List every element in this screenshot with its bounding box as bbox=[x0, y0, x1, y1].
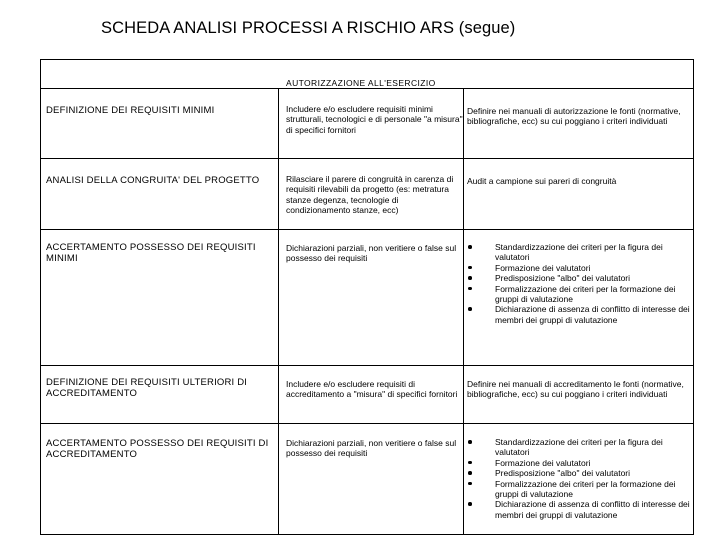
list-item: Formalizzazione dei criteri per la formazione dei gruppi di valutazione bbox=[467, 284, 691, 305]
list-item: Dichiarazione di assenza di conflitto di interesse dei membri dei gruppi di valutazione bbox=[467, 499, 691, 520]
list-item: Formazione dei valutatori bbox=[467, 263, 691, 273]
process-cell: ANALISI DELLA CONGRUITA' DEL PROGETTO bbox=[46, 175, 260, 186]
row-divider bbox=[41, 229, 693, 230]
row-divider bbox=[41, 158, 693, 159]
measures-cell bbox=[467, 437, 691, 520]
risk-cell: Dichiarazioni parziali, non veritiere o false sul possesso dei requisiti bbox=[286, 438, 457, 459]
risk-cell: Rilasciare il parere di congruità in carenza di requisiti rilevabili da progetto (es: metratura stanze degenza, tecnologie di condizionamento stanze, ecc) bbox=[286, 174, 454, 216]
list-item: Standardizzazione dei criteri per la figura dei valutatori bbox=[467, 437, 691, 458]
process-cell: DEFINIZIONE DEI REQUISITI MINIMI bbox=[46, 105, 215, 116]
risk-analysis-table bbox=[40, 59, 694, 535]
process-cell: ACCERTAMENTO POSSESSO DEI REQUISITI MINIMI bbox=[46, 242, 256, 265]
column-divider bbox=[278, 89, 279, 535]
measures-cell: Audit a campione sui pareri di congruità bbox=[467, 176, 617, 186]
measures-list bbox=[467, 437, 691, 520]
column-divider bbox=[463, 89, 464, 535]
table-header-label: AUTORIZZAZIONE ALL'ESERCIZIO bbox=[286, 78, 436, 88]
risk-cell: Dichiarazioni parziali, non veritiere o false sul possesso dei requisiti bbox=[286, 243, 457, 264]
list-item: Standardizzazione dei criteri per la figura dei valutatori bbox=[467, 242, 691, 263]
row-divider bbox=[41, 423, 693, 424]
page-title: SCHEDA ANALISI PROCESSI A RISCHIO ARS (segue) bbox=[101, 19, 516, 37]
measures-cell bbox=[467, 242, 691, 325]
process-cell: DEFINIZIONE DEI REQUISITI ULTERIORI DI ACCREDITAMENTO bbox=[46, 377, 248, 400]
row-divider bbox=[41, 365, 693, 366]
table-header bbox=[41, 60, 693, 89]
list-item: Formazione dei valutatori bbox=[467, 458, 691, 468]
process-cell: ACCERTAMENTO POSSESSO DEI REQUISITI DI ACCREDITAMENTO bbox=[46, 438, 269, 461]
measures-list bbox=[467, 242, 691, 325]
list-item: Predisposizione "albo" dei valutatori bbox=[467, 468, 691, 478]
risk-cell: Includere e/o escludere requisiti di accreditamento a "misura" di specifici fornitori bbox=[286, 379, 458, 400]
list-item: Formalizzazione dei criteri per la formazione dei gruppi di valutazione bbox=[467, 479, 691, 500]
measures-cell: Definire nei manuali di accreditamento le fonti (normative, bibliografiche, ecc) su cui poggiano i criteri individuati bbox=[467, 379, 684, 400]
list-item: Dichiarazione di assenza di conflitto di interesse dei membri dei gruppi di valutazione bbox=[467, 304, 691, 325]
risk-cell: Includere e/o escludere requisiti minimi strutturali, tecnologici e di personale "a misura" di specifici fornitori bbox=[286, 104, 463, 135]
measures-cell: Definire nei manuali di autorizzazione le fonti (normative, bibliografiche, ecc) su cui poggiano i criteri individuati bbox=[467, 106, 681, 127]
list-item: Predisposizione "albo" dei valutatori bbox=[467, 273, 691, 283]
